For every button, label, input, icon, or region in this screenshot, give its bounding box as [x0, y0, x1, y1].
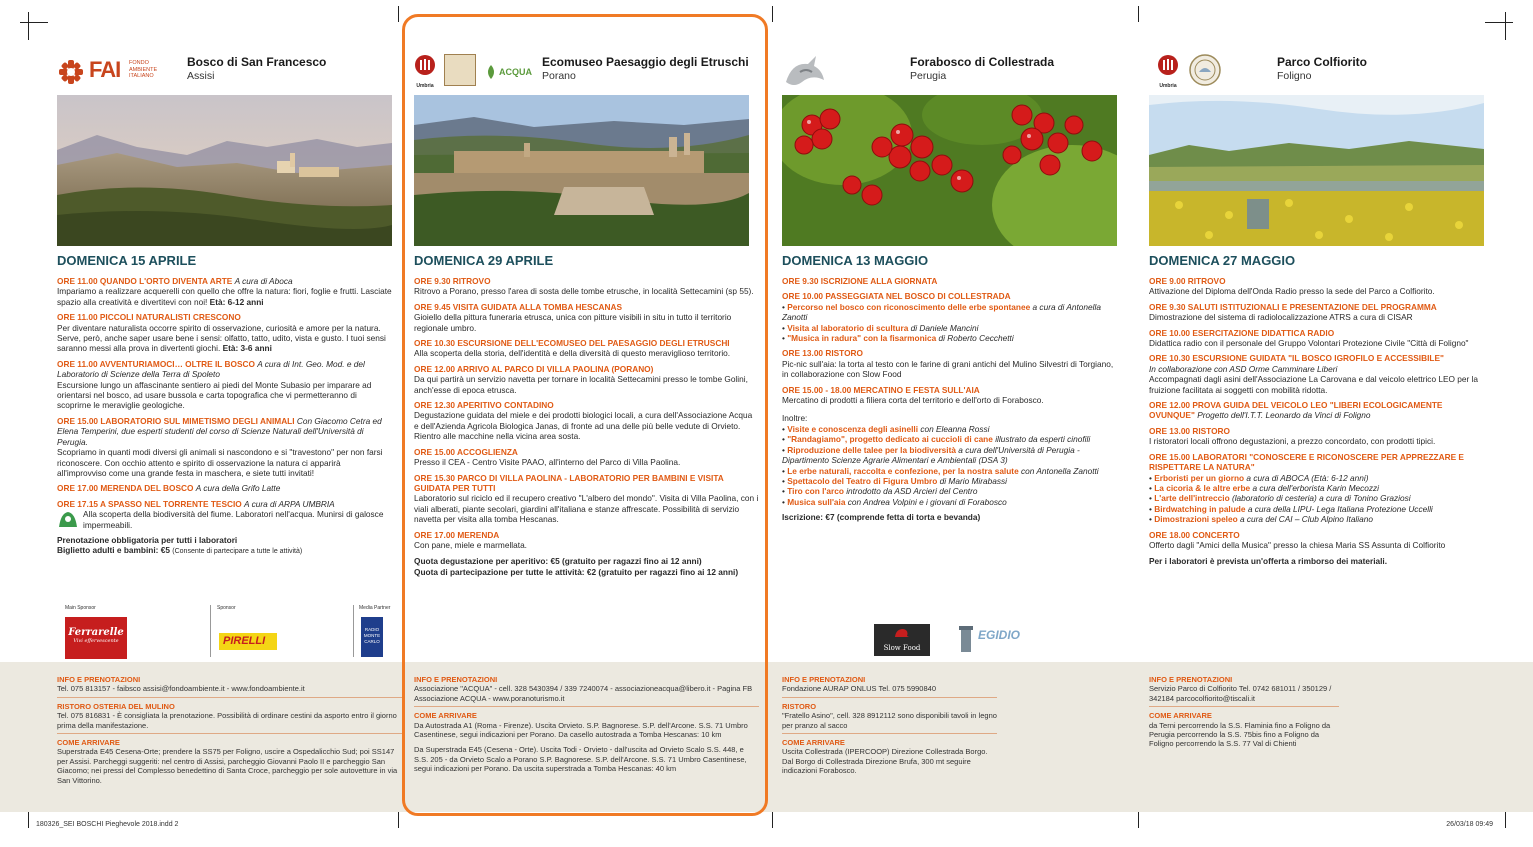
registration-info [782, 512, 1117, 522]
fold-mark [772, 6, 773, 22]
also-list [782, 413, 1117, 507]
event-item [1149, 328, 1484, 349]
footer-info-col1 [57, 675, 402, 785]
bullet-item: • Tiro con l'arco introdotto da ASD Arcieri del Centro [782, 486, 978, 497]
event-item [414, 364, 759, 395]
event-item [1149, 400, 1484, 421]
event-title: ORE 10.00 PASSEGGIATA NEL BOSCO DI COLLESTRADA [782, 291, 1011, 302]
parco-seal-icon [1189, 54, 1221, 86]
event-date: DOMENICA 29 APRILE [414, 253, 554, 268]
fai-logo-text: FAI [89, 57, 121, 82]
event-item [57, 359, 392, 411]
booking-info [57, 535, 392, 558]
footer-rule [782, 733, 997, 734]
footer-rule [57, 733, 402, 734]
slow-food-logo: Slow Food [874, 624, 930, 656]
event-description: Con pane, miele e marmellata. [414, 539, 527, 550]
event-list [57, 276, 392, 558]
event-age: Età: 6-12 anni [209, 296, 264, 307]
photo-assisi-landscape [57, 95, 392, 246]
column-header [1149, 44, 1494, 92]
photo-orvieto-cliff [414, 95, 749, 246]
column-subtitle: Foligno [1277, 70, 1312, 82]
event-curator: A cura di Aboca [234, 276, 293, 286]
event-title: ORE 9.00 RITROVO [1149, 276, 1226, 286]
bullet-item: • Percorso nel bosco con riconoscimento delle erbe spontanee a cura di Antonella Zanotti [782, 301, 1101, 323]
snail-icon [894, 627, 910, 639]
event-title: ORE 17.00 MERENDA DEL BOSCO [57, 483, 194, 494]
bullet-item: • La cicoria & le altre erbe a cura dell'erborista Karin Mecozzi [1149, 482, 1380, 493]
footer-rule [1149, 706, 1339, 707]
footer-heading: INFO E PRENOTAZIONI [57, 675, 141, 684]
footer-text: Associazione "ACQUA" - cell. 328 5430394 / 339 7240074 - associazioneacqua@libero.it - Pagina FB Associazione ACQUA - www.poranoturismo.it [414, 684, 753, 703]
event-item [414, 400, 759, 442]
column-header [782, 44, 1127, 92]
event-title: ORE 10.30 ESCURSIONE GUIDATA "IL BOSCO IGROFILO E ACCESSIBILE" [1149, 353, 1444, 364]
event-description: Offerto dagli "Amici della Musica" presso la chiesa Maria SS Assunta di Colfiorito [1149, 539, 1446, 550]
event-item [1149, 302, 1484, 323]
event-item [782, 276, 1117, 286]
sant-egidio-logo: EGIDIO [958, 624, 1038, 656]
event-title: ORE 13.00 RISTORO [1149, 425, 1230, 436]
partner-logos [1149, 48, 1229, 92]
event-item [414, 302, 759, 333]
registration-price: Iscrizione: €7 (comprende fetta di torta e bevanda) [782, 512, 981, 523]
umbria-logo: Umbria [414, 54, 436, 88]
event-description: Impariamo a realizzare acquerelli con quello che offre la natura: fiori, foglie e frutti. Lasciate spazio alla creatività e divertitevi con noi! [57, 286, 392, 307]
column-subtitle: Assisi [187, 70, 215, 82]
fold-mark [1138, 6, 1139, 22]
event-description: Da qui partirà un servizio navetta per tornare in località Settecamini presso le tombe Golini, anch'esse di epoca etrusca. [414, 374, 748, 395]
event-item [1149, 530, 1484, 551]
footer-heading: COME ARRIVARE [414, 711, 477, 721]
column-title: Ecomuseo Paesaggio degli Etruschi [542, 55, 749, 69]
photo-red-berries [782, 95, 1117, 246]
event-description: Alla scoperta della storia, dell'identità e della diversità di questo meraviglioso territorio. [414, 348, 731, 359]
forabosco-logo [782, 48, 842, 92]
footer-text: da Terni percorrendo la S.S. Flaminia fino a Foligno da Perugia percorrendo la S.S. 75bis fino a Foligno da Foligno percorrendo la S.S. 77 Val di Chienti [1149, 720, 1331, 749]
event-item [57, 276, 392, 307]
event-description: Mercatino di prodotti a filiera corta del territorio e dell'orto di Forabosco. [782, 395, 1044, 406]
fai-flower-icon [57, 58, 85, 86]
event-title: ORE 9.30 SALUTI ISTITUZIONALI E PRESENTAZIONE DEL PROGRAMMA [1149, 301, 1437, 312]
footer-heading: RISTORO [782, 701, 817, 711]
umbria-shield-icon [414, 54, 436, 78]
footer-heading: COME ARRIVARE [1149, 711, 1212, 721]
footer-heading: INFO E PRENOTAZIONI [1149, 675, 1233, 684]
participation-price: Quota di partecipazione per tutte le attività: €2 (gratuito per ragazzi fino ai 12 anni) [414, 566, 739, 577]
event-item [1149, 426, 1484, 447]
footer-heading: COME ARRIVARE [57, 738, 120, 748]
event-title: ORE 10.00 ESERCITAZIONE DIDATTICA RADIO [1149, 327, 1335, 338]
event-curator: Progetto dell'I.T.T. Leonardo da Vinci di Foligno [1197, 410, 1371, 421]
footer-rule [782, 697, 997, 698]
event-description: Escursione lungo un affascinante sentiero ai piedi del Monte Subasio per imparare ad orientarsi nel bosco, ad usare bussola e carta topografica che vi permetteranno di scoprirne le meraviglie geologiche. [57, 379, 372, 411]
column-subtitle: Perugia [910, 70, 947, 82]
event-description: Presso il CEA - Centro Visite PAAO, all'interno del Parco di Villa Paolina. [414, 457, 681, 468]
event-age: Età: 3-6 anni [222, 343, 272, 354]
event-title: ORE 12.00 ARRIVO AL PARCO DI VILLA PAOLINA (PORANO) [414, 363, 654, 374]
event-description: Accompagnati dagli asini dell'Associazione La Carovana e dal veicolo elettrico LEO per la fruizione facilitata ai soggetti con mobilità ridotta. [1149, 374, 1479, 395]
bullet-item: • Musica sull'aia con Andrea Volpini e i giovani di Forabosco [782, 496, 1007, 507]
event-title: ORE 9.45 VISITA GUIDATA ALLA TOMBA HESCANAS [414, 301, 623, 312]
event-curator: A cura di ARPA UMBRIA [244, 498, 335, 509]
fold-mark [1138, 812, 1139, 828]
event-curator: A cura di Int. Geo. Mod. e del Laboratorio di Scienze della Terra di Spoleto [57, 358, 365, 380]
footer-text: Superstrada E45 Cesena-Orte; prendere la SS75 per Foligno, uscire a Ospedalicchio Sud; poi SS147 per Assisi. Parcheggi suggeriti: nel centro di Assisi, parcheggio Giovanni Paolo II e parcheggio San Giacomo; nei pressi del Complesso benedettino di Santa Croce, parcheggio per sole autovetture in via San Vittorino. [57, 747, 398, 785]
sponsor-label: Media Partner [359, 605, 391, 611]
price-info [414, 556, 759, 577]
event-list [1149, 276, 1484, 567]
event-description: Gioiello della pittura funeraria etrusca, unica con pitture visibili in situ in tutto il territorio regionale umbro. [414, 312, 732, 333]
event-title: ORE 13.00 RISTORO [782, 348, 863, 359]
footer-heading: COME ARRIVARE [782, 738, 845, 748]
footer-text: Tel. 075 813157 - faibsco assisi@fondoambiente.it - www.fondoambiente.it [57, 684, 305, 694]
footer-rule [57, 697, 402, 698]
tower-icon [958, 624, 974, 652]
ferrarelle-logo: Ferrarelle Vivi effervescente [65, 617, 127, 659]
event-date: DOMENICA 15 APRILE [57, 253, 197, 268]
booking-note: Prenotazione obbligatoria per tutti i laboratori [57, 534, 238, 545]
column-header [57, 44, 402, 92]
bullet-item: • Le erbe naturali, raccolta e confezione, per la nostra salute con Antonella Zanotti [782, 465, 1099, 476]
umbria-shield-icon [1157, 54, 1179, 78]
event-title: ORE 17.15 A SPASSO NEL TORRENTE TESCIO [57, 498, 242, 509]
event-description: Dimostrazione del sistema di radiolocalizzazione ATRS a cura di CISAR [1149, 312, 1413, 323]
footer-heading: INFO E PRENOTAZIONI [414, 675, 498, 684]
event-description: Attivazione del Diploma dell'Onda Radio presso la sede del Parco a Colfiorito. [1149, 286, 1435, 297]
event-title: ORE 18.00 CONCERTO [1149, 529, 1240, 540]
bullet-item: • "Randagiamo", progetto dedicato ai cuccioli di cane illustrato da esperti cinofili [782, 434, 1091, 445]
footer-text: Fondazione AURAP ONLUS Tel. 075 5990840 [782, 684, 936, 694]
event-description: Degustazione guidata del miele e dei prodotti biologici locali, a cura dell'Associazione Acqua e dell'Azienda Agricola Biologica Janas, di fronte ad una delle più belle vedute di Orvieto. Rientro alle macchine nella vicina area sosta. [414, 410, 753, 442]
event-title: ORE 15.30 PARCO DI VILLA PAOLINA - LABORATORIO PER BAMBINI E VISITA GUIDATA PER TUTTI [414, 472, 724, 493]
sponsor-label: Main Sponsor [65, 605, 96, 611]
arpa-logo-icon [57, 509, 79, 529]
event-item [782, 348, 1117, 379]
footer-text: Da Autostrada A1 (Roma - Firenze). Uscita Orvieto. S.P. Bagnorese. S.P. dell'Arcone. S.S. 71 Umbro Casentinese, segui indicazioni per Porano. Da casello autostrada a Tomba Hescanas: 10 km [414, 720, 748, 740]
event-description: Ritrovo a Porano, presso l'area di sosta delle tombe etrusche, in località Settecamini (sp 55). [414, 286, 754, 297]
sponsor-divider [210, 605, 211, 657]
fai-logo-subtext: FONDO AMBIENTE ITALIANO [129, 60, 158, 79]
event-title: ORE 9.30 RITROVO [414, 276, 491, 286]
fold-mark [772, 812, 773, 828]
event-curator: A cura della Grifo Latte [195, 483, 281, 494]
photo-colfiorito-marsh [1149, 95, 1484, 246]
acqua-logo: ACQUA [484, 64, 536, 82]
event-title: ORE 15.00 ACCOGLIENZA [414, 446, 518, 457]
event-item [57, 416, 392, 478]
event-title: ORE 15.00 - 18.00 MERCATINO E FESTA SULL'AIA [782, 384, 980, 395]
ticket-note: (Consente di partecipare a tutte le attività) [172, 548, 303, 556]
main-sponsor [65, 605, 205, 660]
column-subtitle: Porano [542, 70, 576, 82]
event-title: ORE 11.00 QUANDO L'ORTO DIVENTA ARTE [57, 276, 233, 286]
event-curator: Con Giacomo Cetra ed Elena Temperini, due esperti studenti del corso di Scienze Naturali dell'Università di Perugia. [57, 415, 382, 447]
event-item [1149, 353, 1484, 395]
acqua-leaf-icon [484, 64, 498, 80]
event-title: ORE 11.00 AVVENTURIAMOCI… OLTRE IL BOSCO [57, 358, 255, 369]
bullet-item: • Riproduzione delle talee per la biodiversità a cura dell'Università di Perugia - Dipartimento Scienze Agrarie Alimentari e Ambientali (DSA 3) [782, 444, 1080, 466]
event-item [1149, 276, 1484, 297]
event-title: ORE 15.00 LABORATORI "CONOSCERE E RICONOSCERE PER APPREZZARE E RISPETTARE LA NATURA" [1149, 451, 1464, 473]
sponsor: Sponsor PIRELLI [217, 605, 337, 660]
also-label: Inoltre: [782, 413, 808, 424]
event-item [414, 473, 759, 525]
event-curator: In collaborazione con ASD Orme Camminare Liberi [1149, 363, 1338, 374]
footer-text: Uscita Collestrada (IPERCOOP) Direzione Collestrada Borgo. Dal Borgo di Collestrada Direzione Brufa, 300 mt seguire indicazioni Forabosco. [782, 747, 988, 776]
ticket-price: Biglietto adulti e bambini: €5 [57, 545, 170, 556]
laboratorio-logo [444, 54, 476, 86]
crop-mark [1505, 12, 1506, 40]
print-slug-right: 26/03/18 09:49 [1446, 821, 1493, 828]
column-title: Forabosco di Collestrada [910, 55, 1055, 69]
event-item [414, 276, 759, 297]
event-description: Pic-nic sull'aia: la torta al testo con le farine di grani antichi del Mulino Silvestri di Torgiano, in collaborazione con Slow Food [782, 358, 1114, 380]
fai-logo [57, 48, 177, 92]
footer-rule [414, 706, 759, 707]
event-title: ORE 12.30 APERITIVO CONTADINO [414, 400, 554, 411]
column-title: Parco Colfiorito [1277, 55, 1368, 69]
column-title: Bosco di San Francesco [187, 55, 327, 69]
sponsor-divider [353, 605, 354, 657]
column-header [414, 44, 759, 92]
footer-text: Servizio Parco di Colfiorito Tel. 0742 681011 / 350129 / 342184 parcocolfiorito@tiscali.it [1149, 684, 1332, 703]
bullet-item: • Birdwatching in palude a cura della LIPU- Lega Italiana Protezione Uccelli [1149, 503, 1433, 514]
partner-logos [414, 48, 534, 92]
event-date: DOMENICA 27 MAGGIO [1149, 253, 1296, 268]
bullet-item: • Visite e conoscenza degli asinelli con Eleanna Rossi [782, 423, 990, 434]
umbria-logo: Umbria [1157, 54, 1179, 88]
lab-note: Per i laboratori è prevista un'offerta a rimborso dei materiali. [1149, 556, 1388, 567]
event-item [57, 499, 392, 530]
event-title: ORE 12.00 PROVA GUIDA DEL VEICOLO LEO "LIBERI ECOLOGICAMENTE OVUNQUE" [1149, 400, 1443, 421]
footer-info-col3 [782, 675, 997, 776]
event-item [414, 530, 759, 551]
event-title: ORE 15.00 LABORATORIO SUL MIMETISMO DEGLI ANIMALI [57, 415, 295, 426]
event-item [782, 291, 1117, 343]
event-title: ORE 9.30 ISCRIZIONE ALLA GIORNATA [782, 276, 938, 286]
event-item [57, 483, 392, 493]
footer-text: Tel. 075 816831 - È consigliata la prenotazione. Possibilità di ordinare cestini da asporto entro il giorno prima della manifestazione. [57, 711, 397, 730]
footer-text: Da Superstrada E45 (Cesena - Orte). Uscita Todi - Orvieto - dall'uscita ad Orvieto Scalo S.S. 448, e S.S. 205 - da Orvieto Scalo a Porano S.P. Bagnorese. S.P. dell'Arcone. S.S. 71 Umbro Casentinese, segui indicazioni per Porano. Da uscita superstrada a Tomba Hescanas: 40 km [414, 745, 747, 774]
donkey-logo-icon [782, 52, 828, 92]
bullet-item: • "Musica in radura" con la fisarmonica di Roberto Cecchetti [782, 333, 1014, 344]
event-description: I ristoratori locali offrono degustazioni, a prezzo concordato, con prodotti tipici. [1149, 436, 1436, 447]
event-title: ORE 17.00 MERENDA [414, 529, 500, 540]
event-item [414, 447, 759, 468]
footer-heading: INFO E PRENOTAZIONI [782, 675, 866, 684]
bullet-item: • Visita al laboratorio di scultura di Daniele Mancini [782, 322, 979, 333]
event-description: Per diventare naturalista occorre spirito di osservazione, curiosità e amore per la natura. Serve, però, anche saper usare bene i sensi: olfatto, tatto, udito, vista e gusto. I tuoi sensi saranno messi alla prova in divertenti giochi. [57, 322, 386, 354]
bullet-item: • Dimostrazioni speleo a cura del CAI – Club Alpino Italiano [1149, 514, 1373, 525]
bullet-item: • Spettacolo del Teatro di Figura Umbro di Mario Mirabassi [782, 475, 1007, 486]
print-slug-left: 180326_SEI BOSCHI Pieghevole 2018.indd 2 [36, 821, 179, 828]
footer-info-col2 [414, 675, 759, 774]
event-item [57, 312, 392, 354]
event-description: Alla scoperta della biodiversità del fiume. Laboratori nell'acqua. Munirsi di galosce impermeabili. [83, 509, 384, 530]
footer-heading: RISTORO OSTERIA DEL MULINO [57, 701, 175, 711]
event-title: ORE 10.30 ESCURSIONE DELL'ECOMUSEO DEL PAESAGGIO DEGLI ETRUSCHI [414, 338, 730, 349]
event-description: Laboratorio sul riciclo ed il recupero creativo "L'albero del mondo". Visita di Villa Paolina, con i viali alberati, piante secolari, giardini all'italiana e stanze affrescate. Possibilità di servizio navetta per visita alla tomba Hescanas. [414, 493, 759, 525]
event-item [1149, 452, 1484, 525]
event-list [782, 276, 1117, 523]
crop-mark [28, 12, 29, 40]
crop-mark [20, 22, 48, 23]
bullet-item: • Erboristi per un giorno a cura di ABOCA (Età: 6-12 anni) [1149, 472, 1369, 483]
sponsor-label: Sponsor [217, 605, 236, 611]
event-description: Scopriamo in quanti modi diversi gli animali si nascondono e si "travestono" per non farsi riconoscere. Con occhio attento e spirito di osservazione la natura ci apparirà all'improvviso come una grande festa in maschera, e siete tutti invitati! [57, 447, 383, 478]
event-description: Didattica radio con il personale del Gruppo Volontari Protezione Civile "Città di Foligno" [1149, 338, 1469, 349]
tasting-price: Quota degustazione per aperitivo: €5 (gratuito per ragazzi fino ai 12 anni) [414, 556, 702, 567]
footer-text: "Fratello Asino", cell. 328 8912112 sono disponibili tavoli in legno per pranzo al sacco [782, 711, 997, 730]
media-partner: Media Partner RADIO MONTE CARLO [359, 605, 399, 660]
event-item [414, 338, 759, 359]
bullet-item: • L'arte dell'intreccio (laboratorio di cesteria) a cura di Tonino Graziosi [1149, 493, 1411, 504]
event-title: ORE 11.00 PICCOLI NATURALISTI CRESCONO [57, 312, 241, 323]
event-date: DOMENICA 13 MAGGIO [782, 253, 929, 268]
event-item [782, 385, 1117, 406]
event-list [414, 276, 759, 577]
footer-info-col4 [1149, 675, 1339, 749]
